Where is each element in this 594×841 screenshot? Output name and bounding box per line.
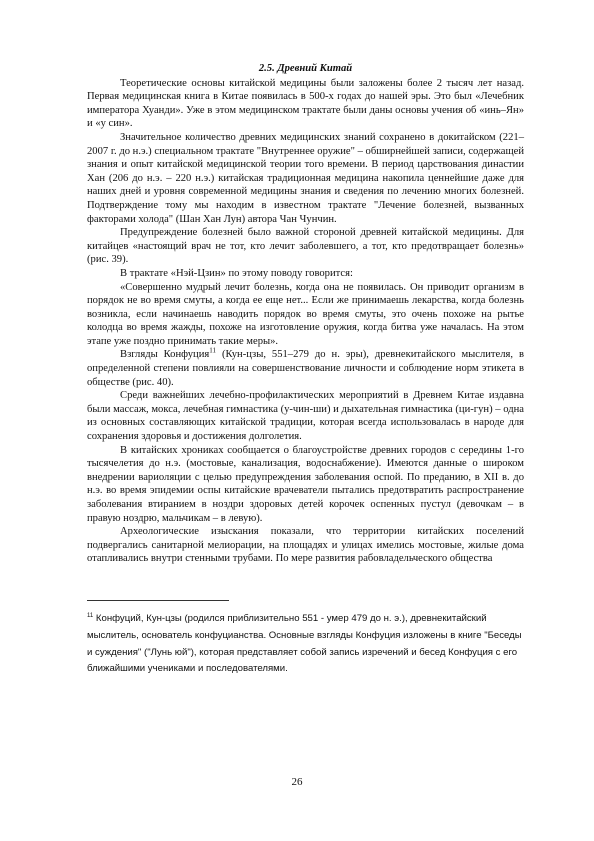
- paragraph-text: (Кун-цзы, 551–279 до н. эры), древнекитайского мыслителя, в определенной степени повлияли на совершенствование личности и соблюдение норм этикета в обществе (рис. 40).: [87, 349, 524, 388]
- paragraph: [87, 348, 524, 389]
- footnote-reference[interactable]: 11: [209, 346, 217, 355]
- footnote-text: Конфуций, Кун-цзы (родился приблизительно 551 - умер 479 до н. э.), древнекитайский мыслитель, основатель конфуцианства. Основные взгляды Конфуция изложены в книге "Беседы и суждения" ("Лунь юй"), которая представляет собой запись изречений и бесед Конфуция с его ближайшими учениками и последователями.: [87, 613, 522, 675]
- section-heading: 2.5. Древний Китай: [258, 63, 353, 74]
- paragraph-text: Взгляды Конфуция: [120, 349, 210, 361]
- document-body: [87, 62, 524, 566]
- footnote-marker: 11: [87, 612, 94, 619]
- page-number: 26: [291, 776, 303, 788]
- paragraph: Значительное количество древних медицинских знаний сохранено в докитайском (221–2007 г. до н.э.) специальном трактате "Внутреннее оружие" – обширнейшей записи, содержащей знания и опыт китайской медицинской теории того времени. В период царствования династии Хан (206 до н.э. – 220 н.э.) китайская традиционная медицина накопила ценнейшие даже для наших дней и уровня современной медицины знания и сведения по лечению многих болезней. Подтверждение тому мы находим в известном трактате "Лечение болезней, вызванных факторами холода" (Шан Хан Лун) автора Чан Чунчин.: [87, 131, 524, 225]
- paragraph: В трактате «Нэй-Цзин» по этому поводу говорится:: [120, 267, 353, 279]
- paragraph: Теоретические основы китайской медицины были заложены более 2 тысяч лет назад. Первая медицинская книга в Китае появилась в 500-х годах до нашей эры. Это был «Лечебник императора Хуанди». Уже в этом медицинском трактате были даны основы учения об «инь–Ян» и «у син».: [87, 77, 524, 130]
- footnote-separator: [87, 600, 229, 601]
- paragraph: Среди важнейших лечебно-профилактических мероприятий в Древнем Китае издавна были массаж, мокса, лечебная гимнастика (у-чин-ши) и дыхательная гимнастика (ци-гун) – одна из основных составляющих китайской традиции, которая всегда использовалась в народе для сохранения здоровья и достижения долголетия.: [87, 390, 524, 443]
- quote-paragraph: «Совершенно мудрый лечит болезнь, когда она не появилась. Он приводит организм в порядок не во время смуты, а когда ее еще нет... Если же принимаешь лекарства, когда болезнь возникла, если начинаешь наводить порядок во время смуты, это очень похоже на рытье колодца во время жажды, похоже на изготовление оружия, когда битва уже началась. На этом этапе уже поздно принимать такие меры».: [87, 281, 524, 347]
- paragraph: Археологические изыскания показали, что территории китайских поселений подвергались санитарной мелиорации, на площадях и улицах имелись мостовые, жилые дома отапливались внутри стенными трубами. По мере развития рабовладельческого общества: [87, 526, 524, 565]
- footnote: [87, 611, 524, 678]
- paragraph: Предупреждение болезней было важной стороной древней китайской медицины. Для китайцев «настоящий врач не тот, кто лечит заболевшего, а тот, кто предотвращает болезнь» (рис. 39).: [87, 227, 524, 266]
- paragraph: В китайских хрониках сообщается о благоустройстве древних городов с середины 1-го тысячелетия до н.э. (мостовые, канализация, водоснабжение). Имеются данные о широком внедрении вариоляции с целью предупреждения заболевания оспой. По преданию, в XII в. до н.э. во время эпидемии оспы китайские врачеватели пытались предотвратить распространение заболевания втиранием в ноздри здоровых детей корочек оспенных пустул (девочкам – в правую ноздрю, мальчикам – в левую).: [87, 444, 524, 524]
